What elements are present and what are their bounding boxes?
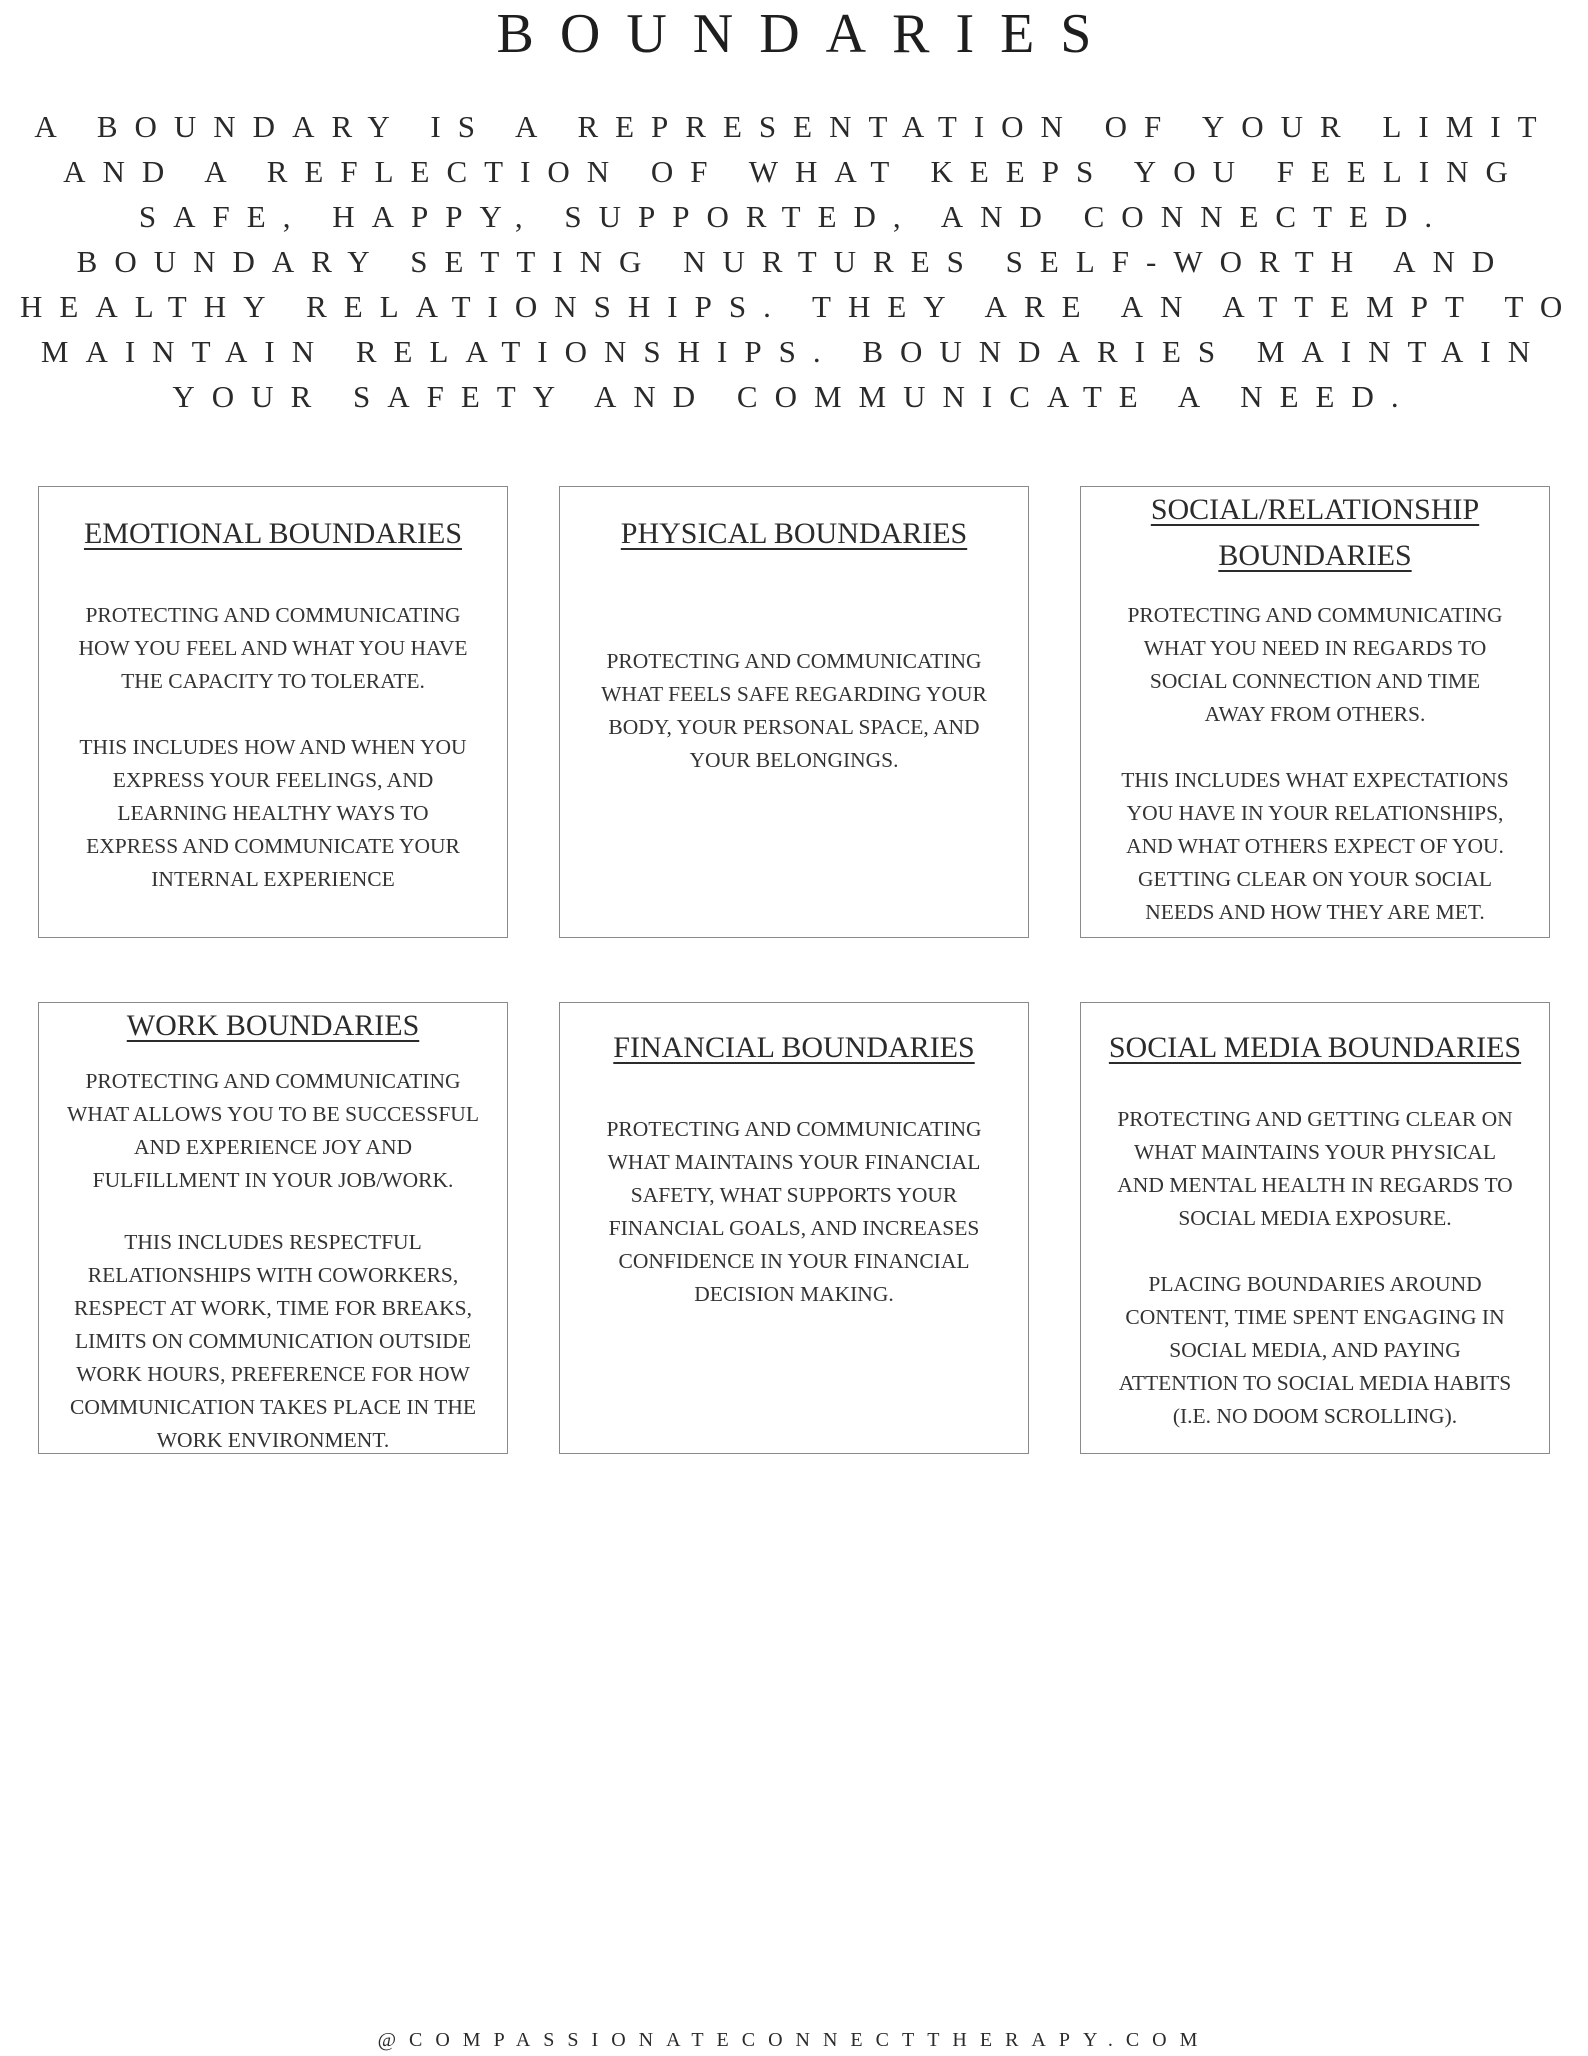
card-text-line: (I.E. NO DOOM SCROLLING). — [1172, 1404, 1458, 1428]
footer-website: @COMPASSIONATECONNECTTHERAPY.COM — [377, 2029, 1211, 2051]
card-social-relationship-boundaries — [1080, 486, 1550, 938]
card-text-line: THE CAPACITY TO TOLERATE. — [121, 669, 425, 693]
card-title-line: WORK BOUNDARIES — [126, 1009, 420, 1042]
card-paragraph — [1081, 1103, 1549, 1235]
card-text-line: WHAT MAINTAINS YOUR PHYSICAL — [1134, 1140, 1496, 1164]
card-text-line: PROTECTING AND COMMUNICATING — [606, 1117, 982, 1141]
card-text-line: AND MENTAL HEALTH IN REGARDS TO — [1117, 1173, 1513, 1197]
card-text-line: PROTECTING AND COMMUNICATING — [85, 603, 461, 627]
card-text-line: PROTECTING AND COMMUNICATING — [606, 649, 982, 673]
card-text-line: RESPECT AT WORK, TIME FOR BREAKS, — [73, 1296, 473, 1320]
card-text-line: PLACING BOUNDARIES AROUND — [1148, 1272, 1482, 1296]
intro-line: A BOUNDARY IS A REPRESENTATION OF YOUR LIMIT — [34, 109, 1554, 144]
card-text-line: WHAT MAINTAINS YOUR FINANCIAL — [607, 1150, 981, 1174]
card-text-line: SAFETY, WHAT SUPPORTS YOUR — [630, 1183, 958, 1207]
card-work-boundaries — [38, 1002, 508, 1454]
intro-line: BOUNDARY SETTING NURTURES SELF-WORTH AND — [76, 244, 1512, 279]
intro-text — [20, 104, 1580, 419]
card-title — [39, 511, 507, 557]
card-body — [1081, 1103, 1549, 1433]
card-text-line: PROTECTING AND COMMUNICATING — [85, 1069, 461, 1093]
card-body — [560, 645, 1028, 777]
intro-line: MAINTAIN RELATIONSHIPS. BOUNDARIES MAINTAIN — [40, 334, 1548, 369]
card-social-media-boundaries — [1080, 1002, 1550, 1454]
card-text-line: NEEDS AND HOW THEY ARE MET. — [1145, 900, 1485, 924]
card-text-line: AND WHAT OTHERS EXPECT OF YOU. — [1126, 834, 1504, 858]
card-title-line: EMOTIONAL BOUNDARIES — [83, 517, 463, 550]
card-title — [560, 1025, 1028, 1071]
card-paragraph — [39, 731, 507, 896]
card-text-line: EXPRESS YOUR FEELINGS, AND — [112, 768, 434, 792]
card-text-line: CONFIDENCE IN YOUR FINANCIAL — [618, 1249, 970, 1273]
intro-line: YOUR SAFETY AND COMMUNICATE A NEED. — [172, 379, 1416, 414]
card-text-line: THIS INCLUDES WHAT EXPECTATIONS — [1121, 768, 1509, 792]
intro-line: SAFE, HAPPY, SUPPORTED, AND CONNECTED. — [138, 199, 1450, 234]
card-text-line: ATTENTION TO SOCIAL MEDIA HABITS — [1118, 1371, 1512, 1395]
page-title: BOUNDARIES — [496, 3, 1118, 65]
card-title — [39, 1003, 507, 1049]
card-emotional-boundaries — [38, 486, 508, 938]
card-text-line: WORK HOURS, PREFERENCE FOR HOW — [76, 1362, 470, 1386]
card-title — [560, 511, 1028, 557]
card-text-line: SOCIAL MEDIA, AND PAYING — [1169, 1338, 1461, 1362]
card-paragraph — [1081, 764, 1549, 929]
card-text-line: PROTECTING AND GETTING CLEAR ON — [1117, 1107, 1513, 1131]
card-text-line: RELATIONSHIPS WITH COWORKERS, — [87, 1263, 459, 1287]
card-paragraph — [1081, 1268, 1549, 1433]
card-text-line: PROTECTING AND COMMUNICATING — [1127, 603, 1503, 627]
card-text-line: THIS INCLUDES HOW AND WHEN YOU — [79, 735, 467, 759]
card-text-line: WORK ENVIRONMENT. — [156, 1428, 390, 1452]
card-text-line: WHAT ALLOWS YOU TO BE SUCCESSFUL — [67, 1102, 479, 1126]
card-paragraph — [39, 1226, 507, 1457]
card-paragraph — [560, 1113, 1028, 1311]
card-title-line: PHYSICAL BOUNDARIES — [620, 517, 968, 550]
card-text-line: FULFILLMENT IN YOUR JOB/WORK. — [92, 1168, 454, 1192]
card-title-line: SOCIAL/RELATIONSHIP — [1150, 493, 1480, 526]
card-title-line: SOCIAL MEDIA BOUNDARIES — [1108, 1031, 1522, 1064]
card-text-line: SOCIAL CONNECTION AND TIME — [1149, 669, 1481, 693]
card-title-line: FINANCIAL BOUNDARIES — [613, 1031, 975, 1064]
card-text-line: WHAT FEELS SAFE REGARDING YOUR — [601, 682, 987, 706]
card-text-line: SOCIAL MEDIA EXPOSURE. — [1178, 1206, 1452, 1230]
card-body — [560, 1113, 1028, 1311]
card-title — [1081, 487, 1549, 579]
card-text-line: DECISION MAKING. — [694, 1282, 894, 1306]
card-body — [39, 599, 507, 896]
card-text-line: THIS INCLUDES RESPECTFUL — [124, 1230, 422, 1254]
card-text-line: BODY, YOUR PERSONAL SPACE, AND — [608, 715, 980, 739]
intro-line: HEALTHY RELATIONSHIPS. THEY ARE AN ATTEMPT TO — [20, 289, 1580, 324]
card-text-line: AWAY FROM OTHERS. — [1204, 702, 1426, 726]
card-financial-boundaries — [559, 1002, 1029, 1454]
card-paragraph — [560, 645, 1028, 777]
card-text-line: EXPRESS AND COMMUNICATE YOUR — [86, 834, 460, 858]
card-text-line: LEARNING HEALTHY WAYS TO — [117, 801, 429, 825]
card-physical-boundaries — [559, 486, 1029, 938]
card-paragraph — [39, 599, 507, 698]
card-text-line: COMMUNICATION TAKES PLACE IN THE — [70, 1395, 476, 1419]
card-body — [39, 1065, 507, 1457]
card-body — [1081, 599, 1549, 929]
card-text-line: WHAT YOU NEED IN REGARDS TO — [1143, 636, 1487, 660]
card-title — [1081, 1025, 1549, 1071]
card-text-line: FINANCIAL GOALS, AND INCREASES — [608, 1216, 980, 1240]
card-text-line: LIMITS ON COMMUNICATION OUTSIDE — [75, 1329, 471, 1353]
card-text-line: CONTENT, TIME SPENT ENGAGING IN — [1125, 1305, 1505, 1329]
card-text-line: YOU HAVE IN YOUR RELATIONSHIPS, — [1126, 801, 1504, 825]
card-text-line: AND EXPERIENCE JOY AND — [133, 1135, 413, 1159]
intro-line: AND A REFLECTION OF WHAT KEEPS YOU FEELING — [63, 154, 1525, 189]
card-text-line: YOUR BELONGINGS. — [689, 748, 899, 772]
card-text-line: GETTING CLEAR ON YOUR SOCIAL — [1138, 867, 1492, 891]
card-paragraph — [1081, 599, 1549, 731]
card-text-line: HOW YOU FEEL AND WHAT YOU HAVE — [78, 636, 468, 660]
card-paragraph — [39, 1065, 507, 1197]
card-text-line: INTERNAL EXPERIENCE — [151, 867, 395, 891]
card-title-line: BOUNDARIES — [1218, 539, 1412, 572]
